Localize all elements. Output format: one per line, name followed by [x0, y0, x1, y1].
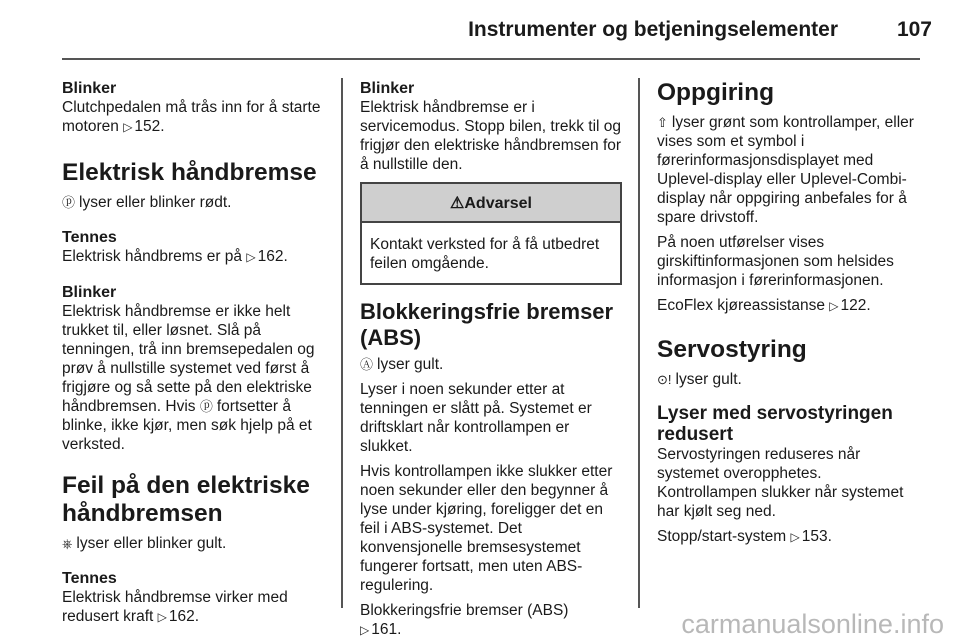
column-divider-2 [638, 78, 640, 608]
page-ref: ▷ 162. [246, 248, 287, 265]
abs-paragraph-1: Lyser i noen sekunder etter at tenningen er slått på. Systemet er driftsklart når kontrollampen er slukket. [360, 381, 592, 455]
brake-fault-icon: ⎈ [62, 536, 73, 551]
warning-box [360, 182, 622, 285]
parking-brake-icon: ⓟ [199, 399, 213, 414]
header-rule [62, 58, 920, 60]
ehb-text: ⓟ lyser eller blinker rødt. [62, 194, 232, 211]
blinker2-text: Elektrisk håndbremse er ikke helt trukket til, eller løsnet. Slå på tenningen, trå inn bremsepedalen og prøv å nullstille systemet ved først å frigjøre og så sette på den elektriske håndbremsen. Hvis ⓟ fortsetter å blinke, ikke kjør, men søk hjelp på et verksted. [62, 303, 315, 453]
oppgiring-paragraph-3: EcoFlex kjøreassistanse ▷ 122. [657, 296, 923, 316]
oppgiring-paragraph-2: På noen utførelser vises girskiftinformasjonen som helsides informasjon i førerinformasjonen. [657, 234, 894, 289]
tennes2-heading: Tennes [62, 570, 117, 587]
tennes-text: Elektrisk håndbrems er på ▷ 162. [62, 247, 330, 267]
column-1 [62, 79, 330, 627]
blinker-heading: Blinker [62, 80, 117, 97]
blinker-text: Clutchpedalen må trås inn for å starte motoren ▷ 152. [62, 98, 330, 137]
column-2 [360, 79, 622, 640]
upshift-icon: ⇧ [657, 115, 668, 130]
abs-title: Blokkeringsfrie bremser (ABS) [360, 299, 614, 350]
abs-text: Ⓐ lyser gult. [360, 356, 444, 373]
tennes2-text: Elektrisk håndbremse virker med redusert kraft ▷ 162. [62, 588, 330, 627]
warning-icon: ⚠ [450, 195, 465, 212]
oppgiring-title: Oppgiring [657, 79, 775, 106]
parking-brake-icon: ⓟ [62, 195, 76, 210]
page-ref: ▷ 153. [791, 528, 832, 545]
warning-text: Kontakt verksted for å få utbedret feilen omgående. [370, 236, 600, 272]
servostyring-title: Servostyring [657, 336, 807, 363]
servo-reduced-text: Servostyringen reduseres når systemet overopphetes. Kontrollampen slukker når systemet har kjølt seg ned. [657, 446, 904, 520]
page-ref: ▷ 122. [829, 297, 870, 314]
blinker-text: Elektrisk håndbremse er i servicemodus. Stopp bilen, trekk til og frigjør den elektriske håndbremsen for å nullstille den. [360, 99, 622, 173]
watermark: carmanualsonline.info [681, 609, 944, 639]
page-ref: ▷ 152. [123, 118, 164, 135]
feil-text: ⎈ lyser eller blinker gult. [62, 535, 227, 552]
tennes-heading: Tennes [62, 229, 117, 246]
stopp-start-text: Stopp/start-system ▷ 153. [657, 527, 923, 547]
steering-icon: ⊙! [657, 372, 672, 387]
blinker2-heading: Blinker [62, 284, 117, 301]
running-header-title: Instrumenter og betjeningselementer [468, 18, 838, 41]
blinker-heading: Blinker [360, 80, 415, 97]
abs-icon: Ⓐ [360, 357, 374, 372]
column-3 [657, 79, 923, 547]
feil-title: Feil på den elektriske håndbremsen [62, 472, 310, 527]
column-divider-1 [341, 78, 343, 608]
page-number: 107 [896, 18, 932, 41]
servostyring-text: ⊙! lyser gult. [657, 371, 742, 388]
page-ref: ▷ 161. [360, 621, 401, 638]
warning-header: ⚠Advarsel [362, 184, 620, 223]
servo-reduced-heading: Lyser med servostyringen redusert [657, 403, 893, 445]
ehb-title: Elektrisk håndbremse [62, 159, 317, 186]
abs-paragraph-2: Hvis kontrollampen ikke slukker etter noen sekunder eller den begynner å lyse under kjøring, foreligger det en feil i ABS-systemet. Det konvensjonelle bremsesystemet fungerer fortsatt, men uten ABS-regulering. [360, 463, 613, 594]
oppgiring-paragraph-1: ⇧ lyser grønt som kontrollamper, eller vises som et symbol i førerinformasjonsdisplayet med Uplevel-display eller Uplevel-Combi-display når oppgiring anbefales for å spare drivstoff. [657, 114, 914, 226]
page-ref: ▷ 162. [158, 608, 199, 625]
abs-paragraph-3: Blokkeringsfrie bremser (ABS) ▷ 161. [360, 601, 622, 640]
